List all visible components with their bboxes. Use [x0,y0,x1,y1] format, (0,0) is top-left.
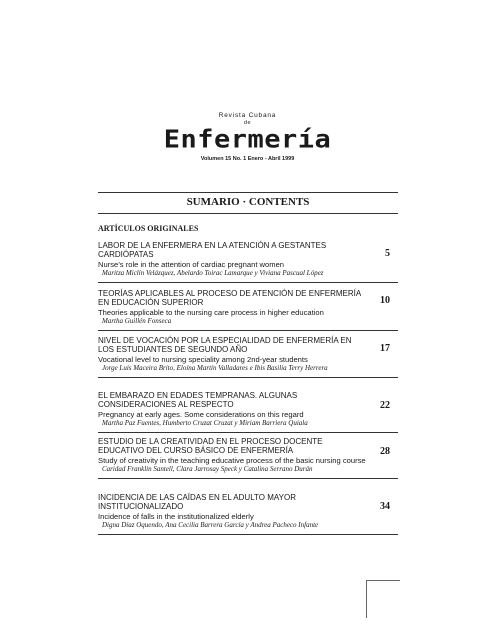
entry-page-number: 34 [380,501,390,512]
contents-rule [98,213,398,214]
entry-english-title: Incidence of falls in the institutionalized elderly [98,511,254,521]
entry-authors: Martha Guillén Fonseca [102,316,172,325]
entry-title: INCIDENCIA DE LAS CAÍDAS EN EL ADULTO MAYOR INSTITUCIONALIZADO [98,493,296,512]
entry-title: EL EMBARAZO EN EDADES TEMPRANAS. ALGUNAS CONSIDERACIONES AL RESPECTO [98,391,298,410]
entry-authors: Caridad Franklin Santell, Clara Jarrosay Speck y Catalina Serrano Durán [102,464,313,473]
entry-english-title: Study of creativity in the teaching educative process of the basic nursing course [98,455,366,465]
entry-divider [98,330,398,331]
entry-divider [98,478,398,479]
entry-authors: Martha Paz Fuentes, Humberto Cruzat Cruzat y Miriam Barriera Quiala [102,418,308,427]
entry-authors: Jorge Luis Maceira Brito, Eloína Martín Valladares e Ibis Basilia Terry Herrera [102,363,328,372]
toc-entry[interactable] [98,493,398,535]
entry-title: NIVEL DE VOCACIÓN POR LA ESPECIALIDAD DE ENFERMERÍA EN LOS ESTUDIANTES DE SEGUNDO AÑO [98,336,352,355]
toc-entry[interactable] [98,437,398,479]
section-title: ARTÍCULOS ORIGINALES [98,224,199,233]
corner-mark-vertical [366,580,367,618]
contents-title: SUMARIO · CONTENTS [186,196,310,208]
entry-english-title: Vocational level to nursing speciality among 2nd-year students [98,354,308,364]
masthead [0,112,495,163]
corner-mark-horizontal [366,580,400,581]
toc-entry[interactable] [98,241,398,283]
toc-entry[interactable] [98,336,398,378]
entry-divider [98,534,398,535]
entry-page-number: 10 [380,295,390,306]
entry-divider [98,432,398,433]
entry-authors: Digna Díaz Oquendo, Ana Cecilia Barrera García y Andrea Pacheco Infante [102,520,319,529]
entry-english-title: Pregnancy at early ages. Some considerations on this regard [98,409,304,419]
toc-entry[interactable] [98,289,398,331]
entry-authors: Maritza Miclín Velázquez, Abelardo Toirac Lamarque y Viviana Pascual López [102,268,324,277]
journal-name-de: de [243,120,252,126]
entry-title: TEORÍAS APLICABLES AL PROCESO DE ATENCIÓN DE ENFERMERÍA EN EDUCACIÓN SUPERIOR [98,289,361,308]
top-rule [98,192,398,193]
journal-logo: Enfermería [163,125,332,154]
entry-title: LABOR DE LA ENFERMERA EN LA ATENCIÓN A GESTANTES CARDIÓPATAS [98,241,327,260]
entry-page-number: 28 [380,446,390,457]
entry-english-title: Nurse’s role in the attention of cardiac pregnant women [98,259,285,269]
toc-entry[interactable] [98,391,398,433]
entry-title: ESTUDIO DE LA CREATIVIDAD EN EL PROCESO DOCENTE EDUCATIVO DEL CURSO BÁSICO DE ENFERMERÍA [98,437,323,456]
entry-page-number: 22 [380,400,390,411]
entry-divider [98,377,398,378]
journal-name-top: Revista Cubana [218,112,277,119]
entry-english-title: Theories applicable to the nursing care process in higher education [98,307,324,317]
volume-info: Volumen 15 No. 1 Enero - Abril 1999 [200,156,295,162]
entry-page-number: 17 [380,343,390,354]
entry-divider [98,282,398,283]
entry-page-number: 5 [385,248,390,259]
